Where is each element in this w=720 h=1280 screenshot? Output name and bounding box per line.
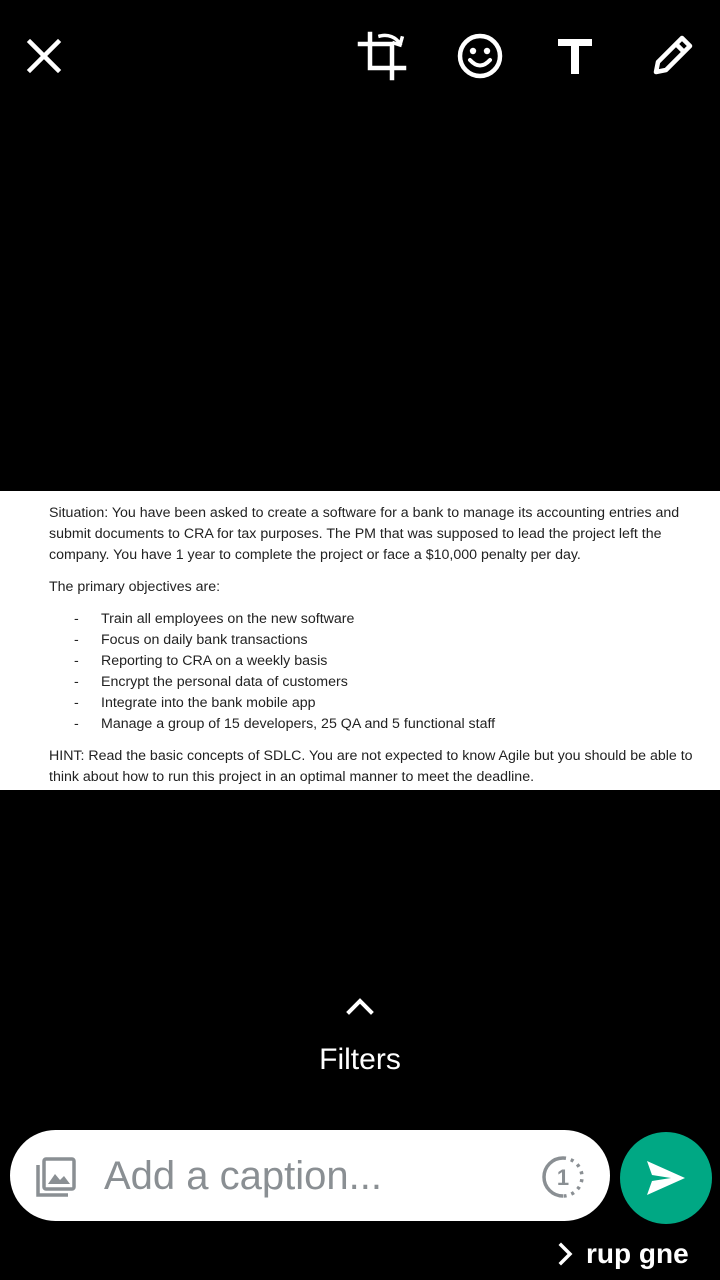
objective-item: - Focus on daily bank transactions [49,630,706,651]
gallery-icon[interactable] [34,1155,78,1199]
text-button[interactable] [543,24,607,88]
draw-button[interactable] [640,24,704,88]
emoji-button[interactable] [448,24,512,88]
filters-expand-button[interactable] [340,990,380,1022]
emoji-icon [455,31,505,81]
objective-item: - Reporting to CRA on a weekly basis [49,651,706,672]
caption-input[interactable] [104,1148,524,1204]
objective-item: - Integrate into the bank mobile app [49,693,706,714]
recipient-name: rup gne [586,1238,689,1269]
objectives-list [49,609,706,735]
bullet-dash: - [74,716,79,732]
chevron-up-icon [346,997,374,1015]
recipient-selector[interactable] [558,1234,689,1274]
close-button[interactable] [12,24,76,88]
send-icon [645,1159,687,1197]
bullet-dash: - [74,674,79,690]
objectives-heading: The primary objectives are: [49,579,221,595]
close-icon [24,36,64,76]
chevron-right-icon [558,1242,574,1266]
hint-text: HINT: Read the basic concepts of SDLC. You are not expected to know Agile but you should be able to think about how to run this project in an optimal manner to meet the deadline. [49,748,693,785]
situation-text: Situation: You have been asked to create a software for a bank to manage its accounting entries and submit documents to CRA for tax purposes. The PM that was supposed to lead the project left the company. You have 1 year to complete the project or face a $10,000 penalty per day. [49,505,680,563]
send-button[interactable] [620,1132,712,1224]
bullet-dash: - [74,632,79,648]
document-image [0,491,720,790]
filters-label[interactable]: Filters [319,1043,401,1076]
bullet-dash: - [74,653,79,669]
bullet-dash: - [74,611,79,627]
bullet-dash: - [74,695,79,711]
caption-bar [10,1130,610,1221]
pencil-icon [648,32,696,80]
objective-item: - Train all employees on the new software [49,609,706,630]
view-once-number: 1 [556,1165,570,1190]
objective-item: - Encrypt the personal data of customers [49,672,706,693]
crop-rotate-icon [352,28,408,84]
text-icon [555,34,595,78]
crop-rotate-button[interactable] [348,24,412,88]
view-once-icon[interactable] [540,1154,586,1200]
objective-item: - Manage a group of 15 developers, 25 QA and 5 functional staff [49,714,706,735]
